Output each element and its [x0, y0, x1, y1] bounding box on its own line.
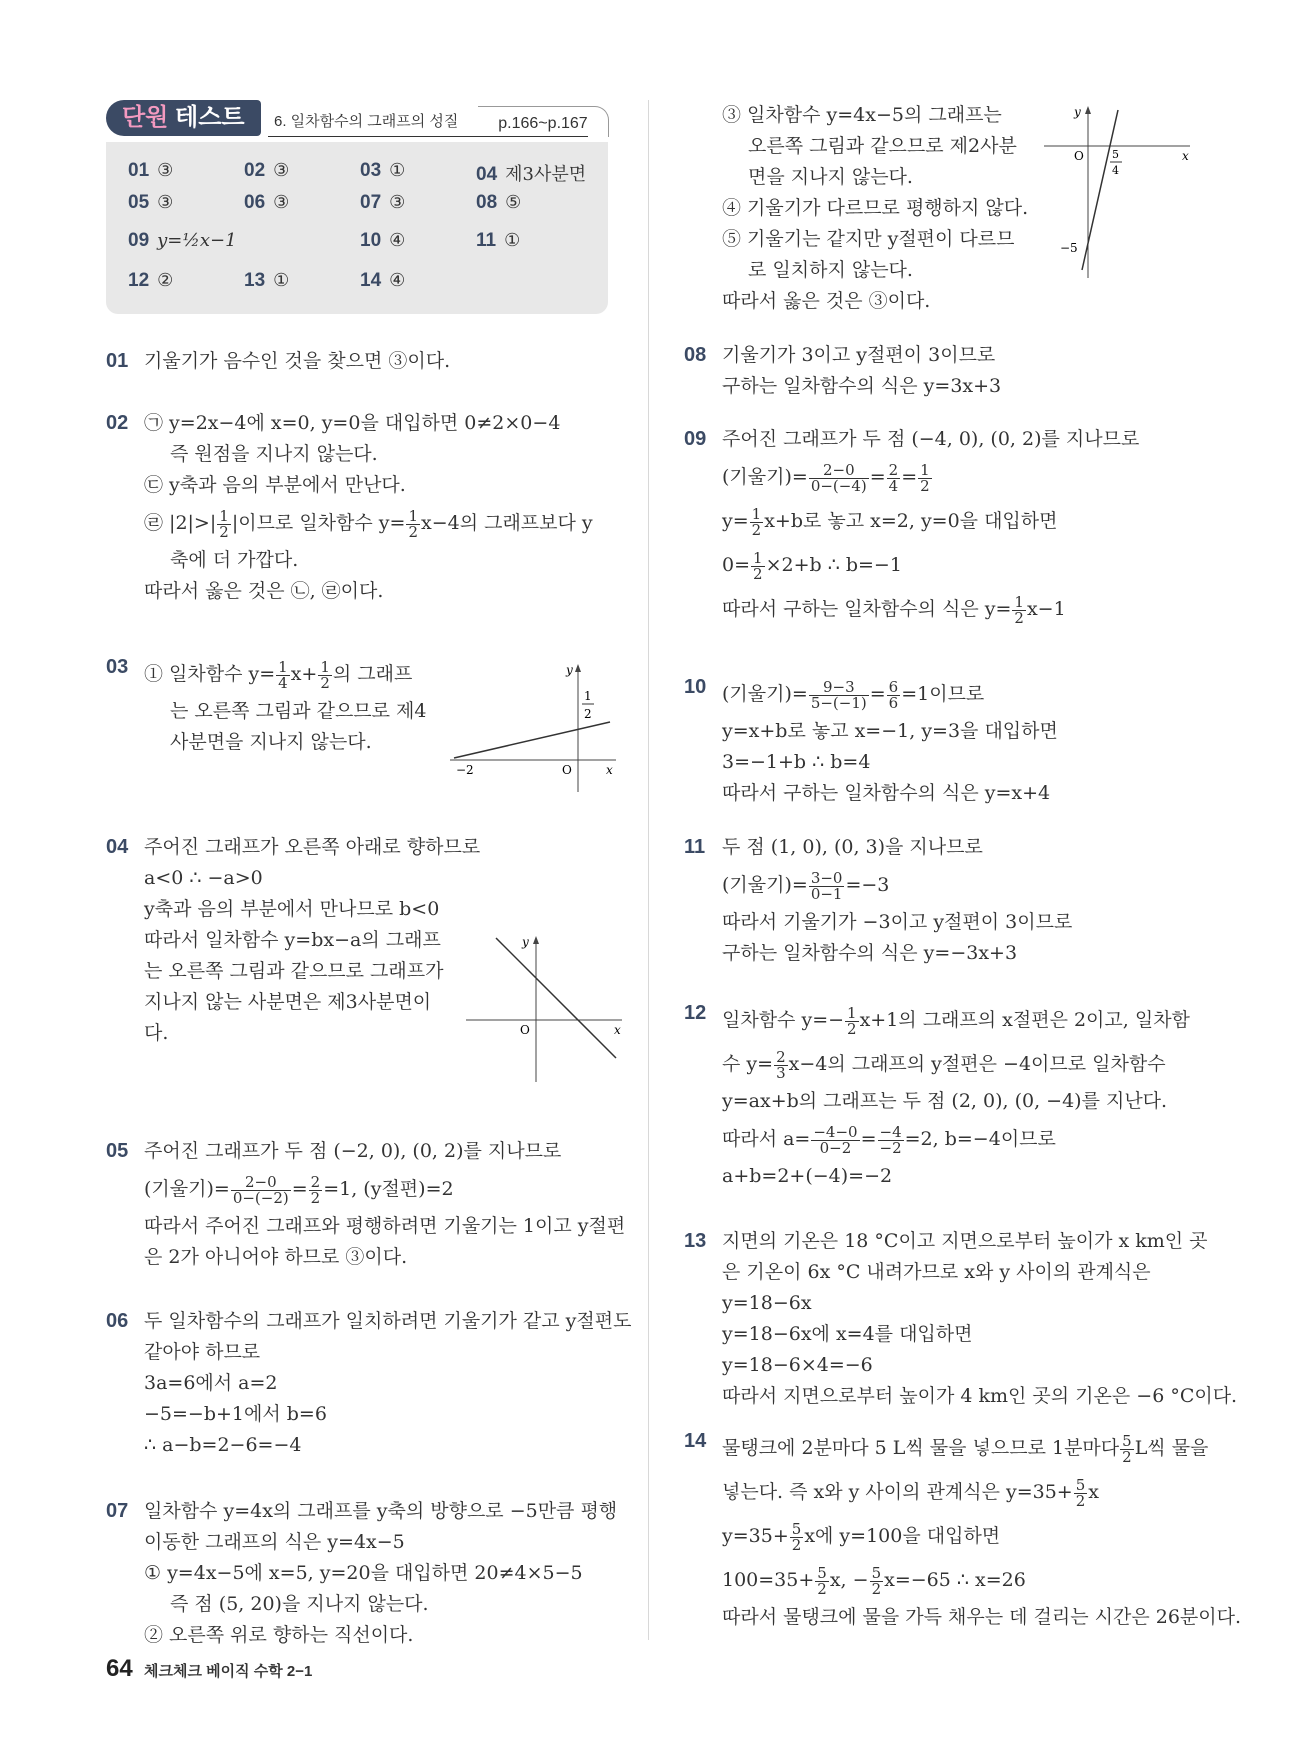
column-divider	[648, 100, 649, 1640]
question-number: 12	[684, 1002, 707, 1024]
solution-text: y=ax+b의 그래프는 두 점 (2, 0), (0, −4)를 지난다.	[722, 1090, 1168, 1112]
solution-text: 주어진 그래프가 두 점 (−4, 0), (0, 2)를 지나므로	[722, 428, 1140, 450]
origin-label: O	[520, 1023, 530, 1037]
solution-text: 사분면을 지나지 않는다.	[170, 731, 372, 753]
solution-text: y=18−6x	[722, 1292, 812, 1314]
solution-text: 기울기가 3이고 y절편이 3이므로	[722, 344, 996, 366]
solution-text: ∴ a−b=2−6=−4	[144, 1434, 302, 1456]
question-number: 01	[106, 350, 129, 372]
answer-item: 12 ②	[128, 270, 174, 291]
solution-text: a+b=2+(−4)=−2	[722, 1165, 893, 1187]
solution-text: 3a=6에서 a=2	[144, 1372, 278, 1394]
solution-text: 같아야 하므로	[144, 1341, 261, 1363]
solution-text: 100=35+ $\frac{5}{2}$ x, − $\frac{5}{2}$ x=−65 ∴ x=26	[722, 1563, 1026, 1598]
question-number: 05	[106, 1140, 129, 1162]
solution-text: y=18−6x에 x=4를 대입하면	[722, 1323, 973, 1345]
page-range: p.166~p.167	[478, 106, 609, 137]
solution-text: 따라서 구하는 일차함수의 식은 y= $\frac{1}{2}$ x−1	[722, 592, 1066, 627]
solution-text: 3=−1+b ∴ b=4	[722, 751, 871, 773]
solution-text: 수 y= $\frac{2}{3}$ x−4의 그래프의 y절편은 −4이므로 일차함수	[722, 1047, 1166, 1082]
question-number: 02	[106, 412, 129, 434]
solution-text: ④ 기울기가 다르므로 평행하지 않다.	[722, 197, 1029, 219]
intercept-label: 5	[1112, 148, 1119, 161]
answer-item: 06 ③	[244, 192, 290, 213]
page-footer	[106, 1655, 312, 1683]
solution-text: 따라서 a= $\frac{-4-0}{0-2}$ = $\frac{-4}{-2}$ =2, b=−4이므로	[722, 1122, 1056, 1157]
solution-text: 물탱크에 2분마다 5 L씩 물을 넣으므로 1분마다 $\frac{5}{2}$ L씩 물을	[722, 1431, 1209, 1466]
solution-text: 일차함수 y=− $\frac{1}{2}$ x+1의 그래프의 x절편은 2이고, 일차함	[722, 1003, 1190, 1038]
solution-text: 는 오른쪽 그림과 같으므로 제4	[170, 700, 427, 722]
solution-text: 두 일차함수의 그래프가 일치하려면 기울기가 같고 y절편도	[144, 1310, 632, 1332]
question-number: 04	[106, 836, 129, 858]
question-number: 13	[684, 1230, 707, 1252]
solution-text: 따라서 옳은 것은 ③이다.	[722, 290, 931, 312]
solution-text: 축에 더 가깝다.	[170, 549, 299, 571]
answer-item: 04 제3사분면	[476, 164, 587, 185]
axis-label-y: y	[566, 663, 573, 677]
solution-text: y=x+b로 놓고 x=−1, y=3을 대입하면	[722, 720, 1058, 742]
graph-q04	[466, 934, 626, 1084]
solution-text: 즉 점 (5, 20)을 지나지 않는다.	[170, 1593, 429, 1615]
solution-text: −5=−b+1에서 b=6	[144, 1403, 327, 1425]
question-number: 11	[684, 836, 706, 858]
solution-text: ㉢ y축과 음의 부분에서 만난다.	[144, 474, 406, 496]
question-number: 10	[684, 676, 707, 698]
answer-item: 05 ③	[128, 192, 174, 213]
solution-text: 로 일치하지 않는다.	[748, 259, 913, 281]
answer-item: 01 ③	[128, 160, 174, 181]
question-number: 08	[684, 344, 707, 366]
unit-test-badge: 단원 테스트	[106, 100, 261, 136]
solution-text: 즉 원점을 지나지 않는다.	[170, 443, 378, 465]
solution-text: (기울기)= $\frac{2-0}{0-(-4)}$ = $\frac{2}{4}$ = $\frac{1}{2}$	[722, 460, 930, 495]
solution-text: 구하는 일차함수의 식은 y=3x+3	[722, 375, 1002, 397]
solution-text: ③ 일차함수 y=4x−5의 그래프는	[722, 104, 1002, 126]
question-number: 06	[106, 1310, 129, 1332]
solution-text: 지면의 기온은 18 °C이고 지면으로부터 높이가 x km인 곳	[722, 1230, 1208, 1252]
solution-text: (기울기)= $\frac{9-3}{5-(-1)}$ = $\frac{6}{6}$ =1이므로	[722, 677, 985, 712]
solution-text: 따라서 기울기가 −3이고 y절편이 3이므로	[722, 911, 1073, 933]
solution-text: (기울기)= $\frac{3-0}{0-1}$ =−3	[722, 868, 890, 903]
answer-item: 11 ①	[476, 230, 521, 251]
solution-text: ㉣ |2|>| $\frac{1}{2}$ |이므로 일차함수 y= $\frac{1}{2}$ x−4의 그래프보다 y	[144, 506, 593, 541]
origin-label: O	[1074, 149, 1084, 163]
intercept-label: 1	[584, 689, 592, 703]
solution-text: (기울기)= $\frac{2-0}{0-(-2)}$ = $\frac{2}{2}$ =1, (y절편)=2	[144, 1172, 454, 1207]
answer-item: 10 ④	[360, 230, 406, 251]
answer-item: 07 ③	[360, 192, 406, 213]
answer-item: 14 ④	[360, 270, 406, 291]
solution-text: 따라서 물탱크에 물을 가득 채우는 데 걸리는 시간은 26분이다.	[722, 1606, 1242, 1628]
solution-text: 따라서 구하는 일차함수의 식은 y=x+4	[722, 782, 1051, 804]
axis-label-x: x	[614, 1023, 621, 1037]
graph-q07	[1044, 104, 1194, 280]
book-title: 체크체크 베이직 수학 2−1	[143, 1663, 313, 1680]
graph-q03	[450, 662, 620, 794]
solution-text: 오른쪽 그림과 같으므로 제2사분	[748, 135, 1017, 157]
solution-text: 0= $\frac{1}{2}$ ×2+b ∴ b=−1	[722, 548, 902, 583]
solution-text: y=35+ $\frac{5}{2}$ x에 y=100을 대입하면	[722, 1519, 1001, 1554]
solution-text: 은 2가 아니어야 하므로 ③이다.	[144, 1246, 408, 1268]
intercept-label: −5	[1060, 241, 1078, 255]
question-number: 09	[684, 428, 707, 450]
solution-text: a<0 ∴ −a>0	[144, 867, 263, 889]
answer-item: 09 y=½x−1	[128, 230, 237, 251]
solution-text: ① 일차함수 y= $\frac{1}{4}$ x+ $\frac{1}{2}$ 의 그래프	[144, 657, 413, 692]
chapter-title: 6. 일차함수의 그래프의 성질	[274, 113, 459, 130]
solution-text: 따라서 지면으로부터 높이가 4 km인 곳의 기온은 −6 °C이다.	[722, 1385, 1238, 1407]
question-number: 14	[684, 1430, 707, 1452]
answer-item: 13 ①	[244, 270, 290, 291]
solution-text: ① y=4x−5에 x=5, y=20을 대입하면 20≠4×5−5	[144, 1562, 583, 1584]
intercept-label: 2	[584, 707, 592, 721]
solution-text: 따라서 옳은 것은 ㉡, ㉣이다.	[144, 580, 384, 602]
answer-key-box	[106, 142, 608, 314]
solution-text: 는 오른쪽 그림과 같으므로 그래프가	[144, 960, 444, 982]
solution-text: 두 점 (1, 0), (0, 3)을 지나므로	[722, 836, 983, 858]
solution-text: 주어진 그래프가 두 점 (−2, 0), (0, 2)를 지나므로	[144, 1140, 562, 1162]
solution-text: ㉠ y=2x−4에 x=0, y=0을 대입하면 0≠2×0−4	[144, 412, 561, 434]
answer-item: 02 ③	[244, 160, 290, 181]
solution-text: 다.	[144, 1022, 169, 1044]
origin-label: O	[562, 763, 572, 777]
axis-label-y: y	[1074, 105, 1081, 119]
solution-text: 은 기온이 6x °C 내려가므로 x와 y 사이의 관계식은	[722, 1261, 1151, 1283]
solution-text: ② 오른쪽 위로 향하는 직선이다.	[144, 1624, 414, 1646]
answer-item: 08 ⑤	[476, 192, 522, 213]
solution-text: 따라서 일차함수 y=bx−a의 그래프	[144, 929, 441, 951]
question-number: 03	[106, 656, 129, 678]
question-number: 07	[106, 1500, 129, 1522]
solution-text: 주어진 그래프가 오른쪽 아래로 향하므로	[144, 836, 481, 858]
axis-label-y: y	[522, 935, 529, 949]
axis-label-x: x	[1182, 149, 1189, 163]
section-header	[106, 100, 610, 140]
answer-item: 03 ①	[360, 160, 406, 181]
solution-text: y=18−6×4=−6	[722, 1354, 873, 1376]
intercept-label: 4	[1112, 164, 1119, 177]
solution-text: 면을 지나지 않는다.	[748, 166, 913, 188]
solution-text: 기울기가 음수인 것을 찾으면 ③이다.	[144, 350, 451, 372]
solution-text: 지나지 않는 사분면은 제3사분면이	[144, 991, 432, 1013]
intercept-label: −2	[456, 763, 474, 777]
solution-text: 이동한 그래프의 식은 y=4x−5	[144, 1531, 405, 1553]
axis-label-x: x	[606, 763, 613, 777]
page-number: 64	[106, 1655, 133, 1682]
solution-text: y= $\frac{1}{2}$ x+b로 놓고 x=2, y=0을 대입하면	[722, 504, 1058, 539]
solution-text: 따라서 주어진 그래프와 평행하려면 기울기는 1이고 y절편	[144, 1215, 626, 1237]
solution-text: 일차함수 y=4x의 그래프를 y축의 방향으로 −5만큼 평행	[144, 1500, 618, 1522]
solution-text: ⑤ 기울기는 같지만 y절편이 다르므	[722, 228, 1015, 250]
solution-text: 구하는 일차함수의 식은 y=−3x+3	[722, 942, 1018, 964]
solution-text: y축과 음의 부분에서 만나므로 b<0	[144, 898, 440, 920]
solution-text: 넣는다. 즉 x와 y 사이의 관계식은 y=35+ $\frac{5}{2}$ x	[722, 1475, 1099, 1510]
